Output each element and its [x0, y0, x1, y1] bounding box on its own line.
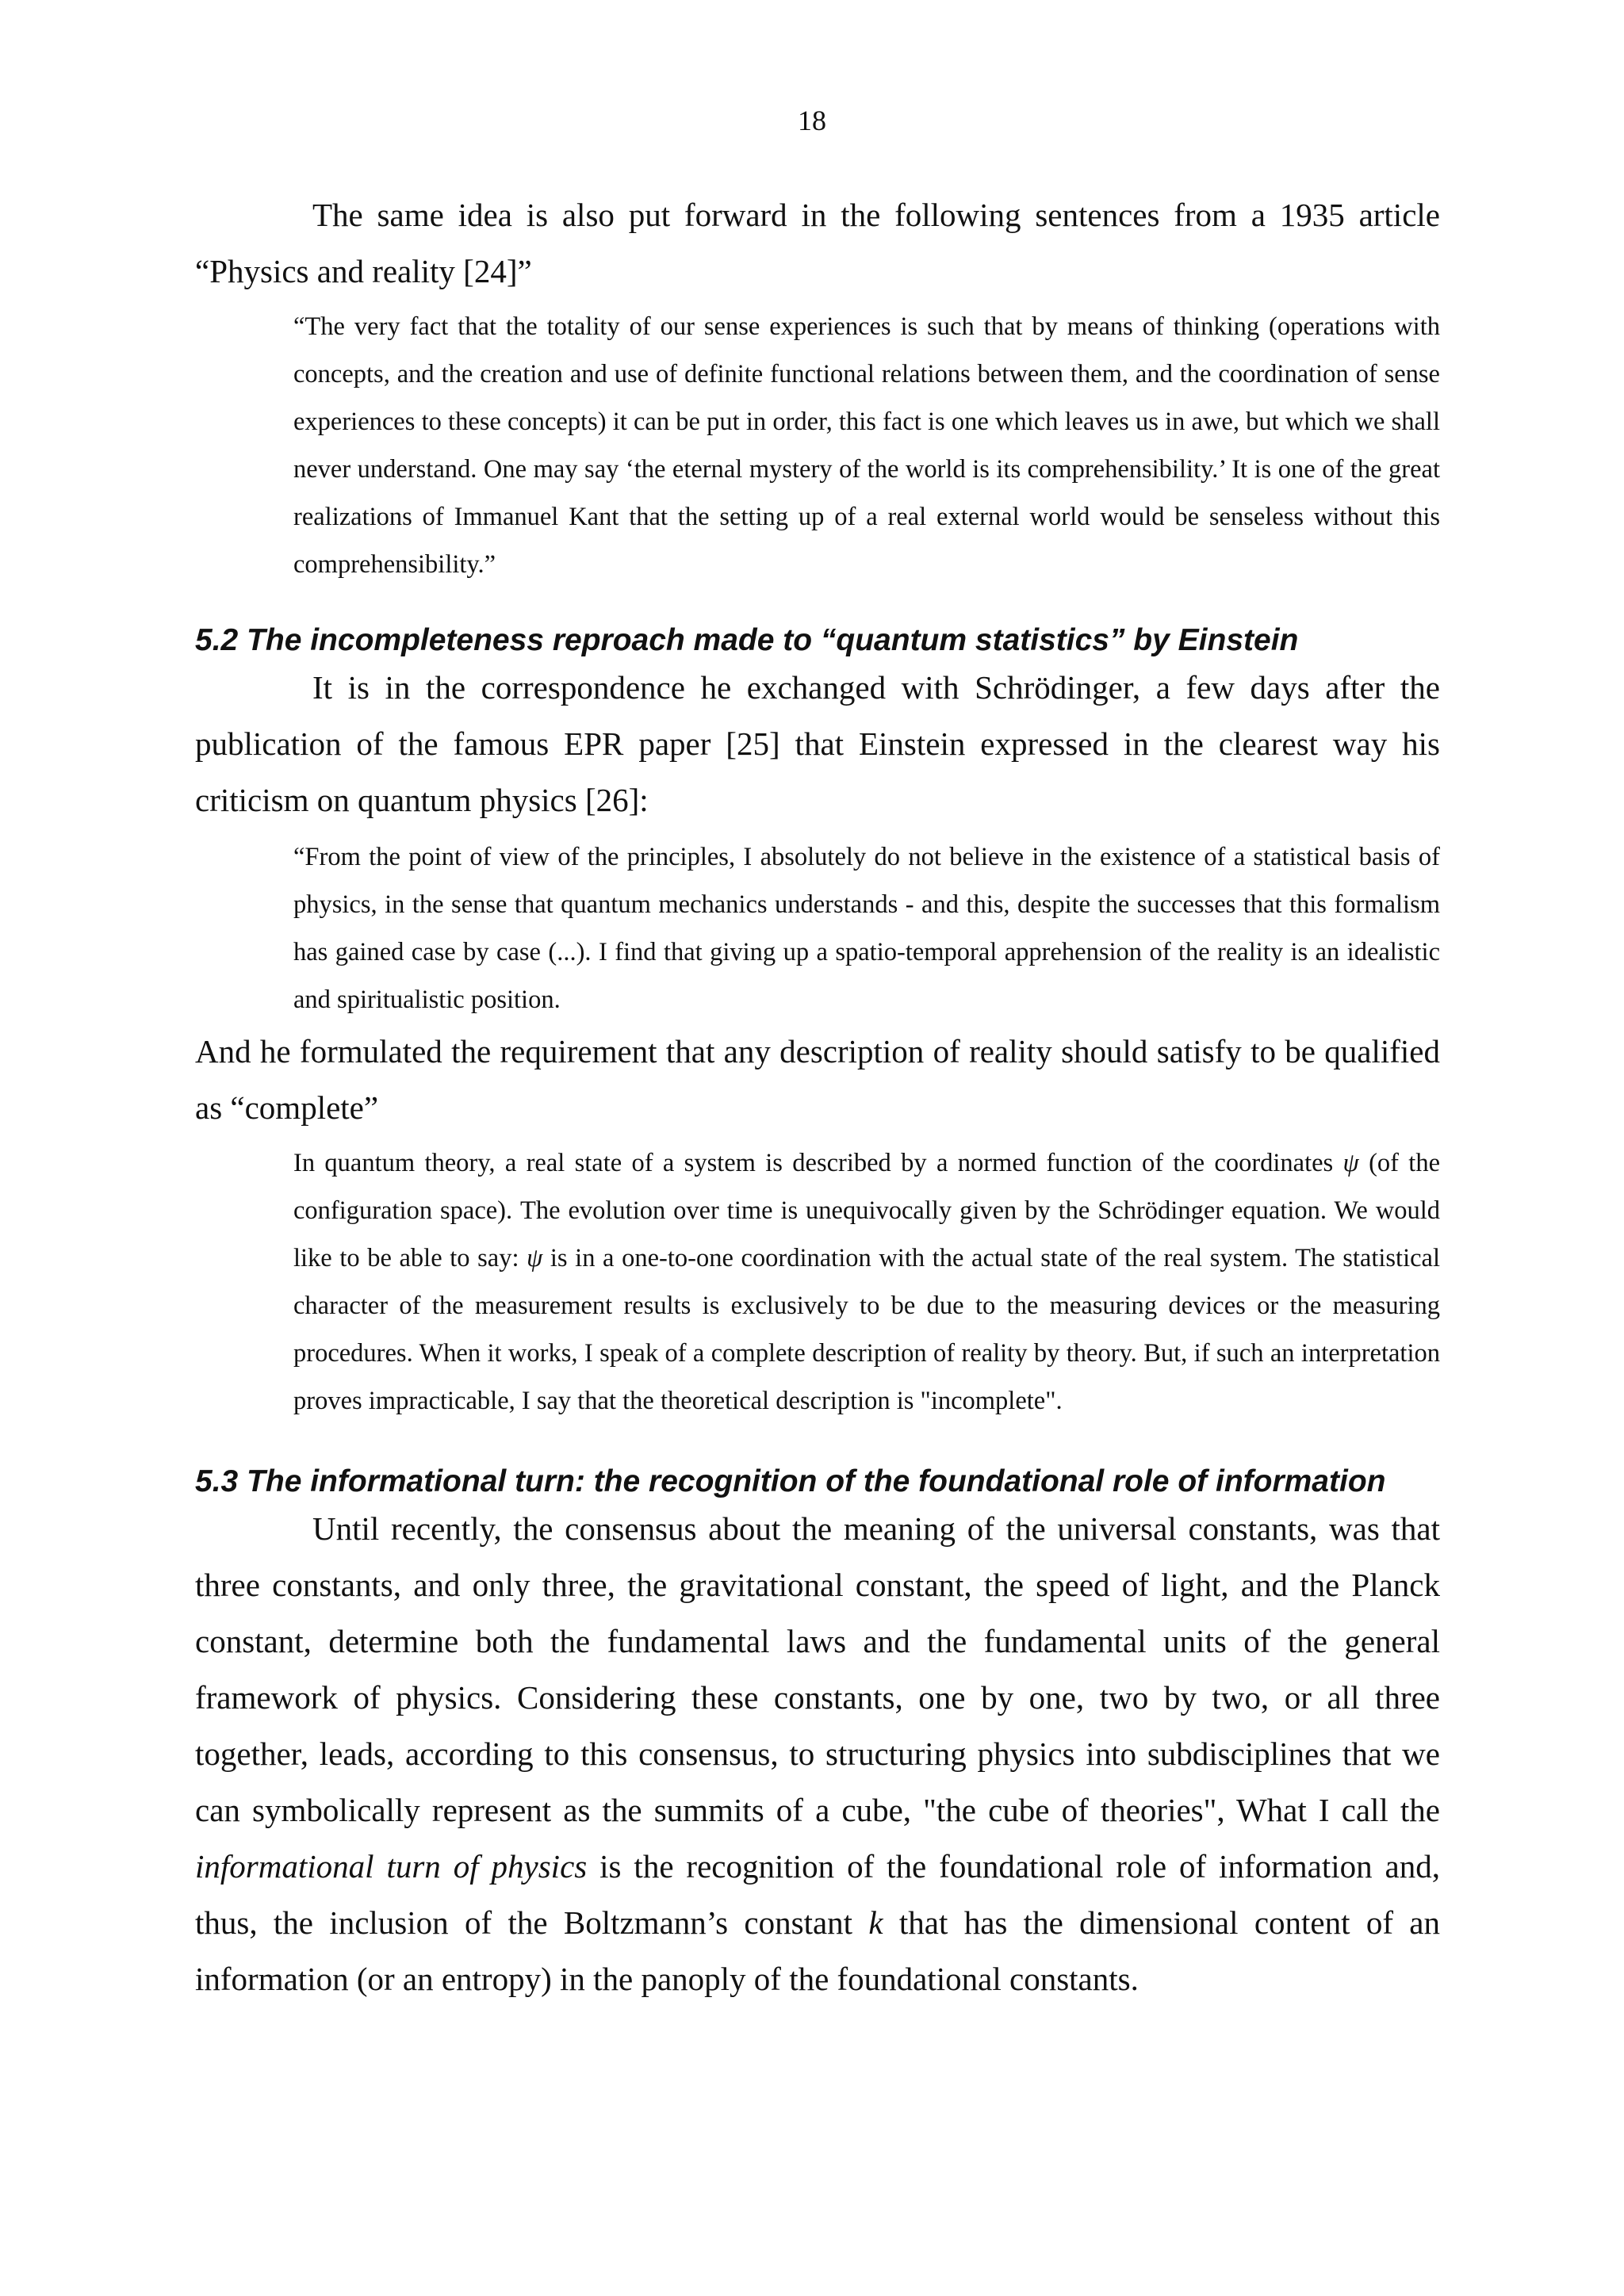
- page-number: 18: [798, 105, 826, 136]
- paragraph-schrodinger-correspondence: It is in the correspondence he exchanged with Schrödinger, a few days after the publication of the famous EPR paper [25] that Einstein expressed in the clearest way his criticism on quantum physics [26]:: [195, 669, 1440, 818]
- quote-text-segment: is in a one-to-one coordination with the actual state of the real system. The statistical character of the measurement results is exclusively to be due to the measuring devices or the measuring procedures. When it works, I speak of a complete description of reality by theory. But, if such an interpretation proves impracticable, I say that the theoretical description is "incomplete".: [293, 1244, 1440, 1415]
- block-quote-statistical-basis: “From the point of view of the principles, I absolutely do not believe in the existence of a statistical basis of physics, in the sense that quantum mechanics understands - and this, despite the successes that this formalism has gained case by case (...). I find that giving up a spatio-temporal apprehension of the reality is an idealistic and spiritualistic position.: [293, 843, 1440, 1014]
- boltzmann-constant-symbol: k: [868, 1904, 883, 1941]
- paragraph-text-segment: Until recently, the consensus about the meaning of the universal constants, was that three constants, and only three, the gravitational constant, the speed of light, and the Planck constant, determine both the fundamental laws and the fundamental units of the general framework of physics. Considering these constants, one by one, two by two, or all three together, leads, according to this consensus, to structuring physics into subdisciplines that we can symbolically represent as the summits of a cube, "the cube of theories", What I call the: [195, 1510, 1440, 1828]
- intro-paragraph: The same idea is also put forward in the following sentences from a 1935 article “Physics and reality [24]”: [195, 197, 1440, 289]
- block-quote-completeness-definition: [293, 1139, 1440, 1425]
- section-heading-5-2: 5.2 The incompleteness reproach made to “quantum statistics” by Einstein: [195, 623, 1299, 657]
- paragraph-universal-constants: [195, 1501, 1440, 2007]
- block-quote-physics-and-reality: “The very fact that the totality of our sense experiences is such that by means of thinking (operations with concepts, and the creation and use of definite functional relations between them, and the coordination of sense experiences to these concepts) it can be put in order, this fact is one which leaves us in awe, but which we shall never understand. One may say ‘the eternal mystery of the world is its comprehensibility.’ It is one of the great realizations of Immanuel Kant that the setting up of a real external world would be senseless without this comprehensibility.”: [293, 312, 1440, 579]
- paragraph-text-segment: that has the dimensional content of an information (or an entropy) in the panoply of the foundational constants.: [195, 1904, 1440, 1997]
- quote-text-segment: In quantum theory, a real state of a system is described by a normed function of the coordinates: [293, 1149, 1343, 1177]
- paragraph-text-segment: is the recognition of the foundational role of information and, thus, the inclusion of the Boltzmann’s constant: [195, 1848, 1440, 1941]
- psi-symbol: ψ: [527, 1244, 543, 1272]
- paragraph-complete-requirement: And he formulated the requirement that any description of reality should satisfy to be qualified as “complete”: [195, 1033, 1440, 1126]
- page-content: [195, 187, 1440, 2007]
- emphasized-term: informational turn of physics: [195, 1848, 588, 1885]
- psi-symbol: ψ: [1342, 1149, 1359, 1177]
- section-heading-5-3: 5.3 The informational turn: the recognition of the foundational role of information: [195, 1464, 1386, 1498]
- quote-text-segment: (of the configuration space). The evolution over time is unequivocally given by the Schrödinger equation. We would like to be able to say:: [293, 1149, 1440, 1272]
